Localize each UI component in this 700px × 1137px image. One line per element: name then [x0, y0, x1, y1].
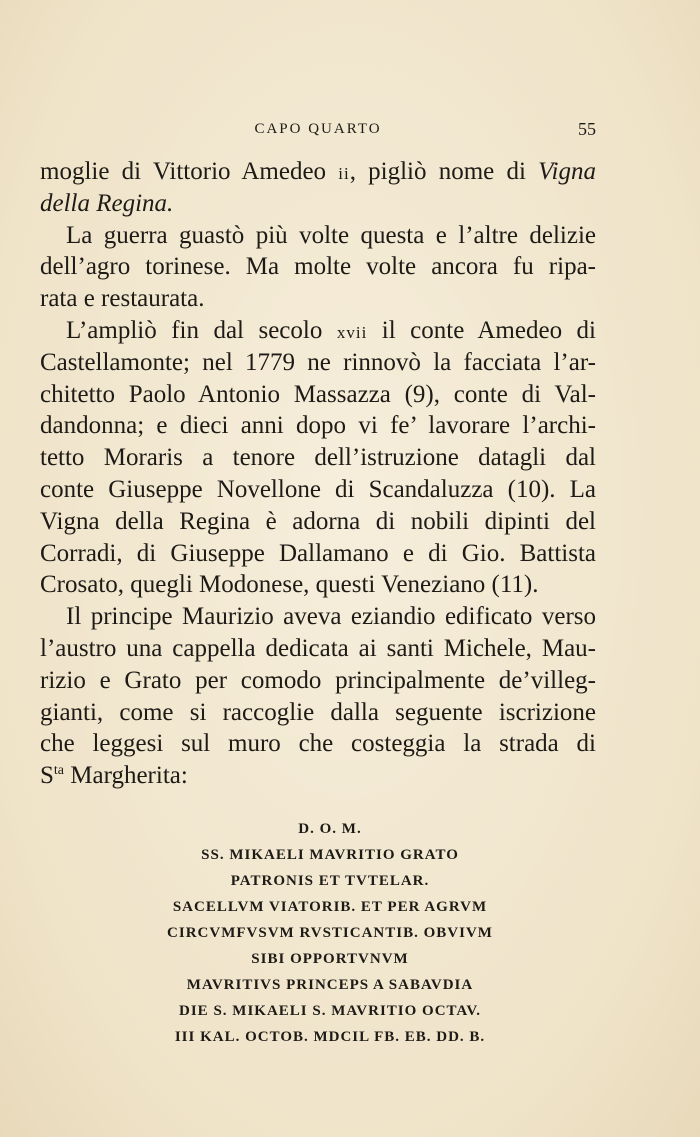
text-line	[40, 474, 596, 506]
text-run: l’austro una cappella dedicata ai santi Michele, Mau-	[40, 634, 596, 662]
text-run: L’ampliò fin dal secolo	[66, 316, 337, 344]
text-run: conte Giuseppe Novellone di Scandaluzza (10). La	[40, 475, 596, 503]
italic-run: Vigna	[538, 158, 596, 185]
paragraph	[40, 156, 596, 220]
superscript-run: ta	[53, 763, 65, 779]
text-run: Il principe Maurizio aveva eziandio edificato verso	[66, 603, 596, 631]
text-line	[40, 697, 596, 729]
paragraph	[40, 601, 596, 792]
inscription-line: PATRONIS ET TVTELAR.	[230, 873, 430, 889]
text-line	[40, 728, 596, 760]
text-line	[40, 188, 596, 220]
text-run: tetto Moraris a tenore dell’istruzione datagli dal	[40, 444, 596, 472]
inscription-line: DIE S. MIKAELI S. MAVRITIO OCTAV.	[179, 1003, 481, 1019]
text-line	[40, 633, 596, 665]
text-run: Corradi, di Giuseppe Dallamano e di Gio. Battista	[40, 539, 596, 567]
text-line	[40, 665, 596, 697]
text-line	[40, 410, 596, 442]
text-run: rizio e Grato per comodo principalmente de’villeg-	[40, 666, 596, 694]
text-run: Margherita:	[64, 762, 188, 790]
text-run: S	[40, 762, 54, 790]
paragraph	[40, 220, 596, 315]
inscription	[100, 816, 560, 1050]
text-line	[40, 156, 596, 188]
text-line	[40, 251, 596, 283]
inscription-line: SIBI OPPORTVNVM	[251, 951, 409, 967]
inscription-line: III KAL. OCTOB. MDCIL FB. EB. DD. B.	[174, 1029, 486, 1045]
text-line	[40, 315, 596, 347]
running-title: CAPO QUARTO	[254, 121, 382, 137]
text-run: dandonna; e dieci anni dopo vi fe’ lavorare l’archi-	[40, 412, 596, 440]
text-line	[40, 379, 596, 411]
text-run: La guerra guastò più volte questa e l’altre delizie	[66, 221, 596, 249]
text-run: Vigna della Regina è adorna di nobili dipinti del	[40, 507, 596, 535]
text-line	[40, 601, 596, 633]
text-line	[40, 569, 596, 601]
paragraph	[40, 315, 596, 601]
body-text	[40, 156, 596, 792]
text-run: che leggesi sul muro che costeggia la strada di	[40, 730, 596, 758]
text-run: moglie di Vittorio Amedeo	[40, 158, 339, 185]
text-line	[40, 442, 596, 474]
text-run: gianti, come si raccoglie dalla seguente iscrizione	[40, 698, 596, 726]
inscription-line: SS. MIKAELI MAVRITIO GRATO	[201, 847, 459, 863]
page-number: 55	[578, 119, 596, 139]
inscription-line: D. O. M.	[298, 821, 362, 837]
small-caps-run: xvii	[336, 322, 368, 342]
text-run: il conte Amedeo di	[367, 316, 596, 344]
small-caps-run: ii	[338, 164, 350, 183]
inscription-line: CIRCVMFVSVM RVSTICANTIB. OBVIVM	[167, 925, 493, 941]
italic-run: della Regina.	[40, 189, 174, 217]
text-run: dell’agro torinese. Ma molte volte ancora fu ripa-	[40, 253, 596, 281]
text-line	[40, 283, 596, 315]
text-run: chitetto Paolo Antonio Massazza (9), conte di Val-	[40, 380, 596, 408]
text-run: Crosato, quegli Modonese, questi Veneziano (11).	[40, 571, 539, 599]
inscription-line: MAVRITIVS PRINCEPS A SABAVDIA	[186, 977, 474, 993]
text-run: Castellamonte; nel 1779 ne rinnovò la facciata l’ar-	[40, 348, 596, 376]
page-header	[40, 119, 596, 141]
text-line	[40, 538, 596, 570]
text-run: , pigliò nome di	[349, 158, 539, 185]
text-line	[40, 347, 596, 379]
text-run: rata e restaurata.	[40, 285, 205, 313]
inscription-line: SACELLVM VIATORIB. ET PER AGRVM	[172, 899, 488, 915]
text-line	[40, 506, 596, 538]
text-line	[40, 220, 596, 252]
text-line	[40, 760, 596, 792]
